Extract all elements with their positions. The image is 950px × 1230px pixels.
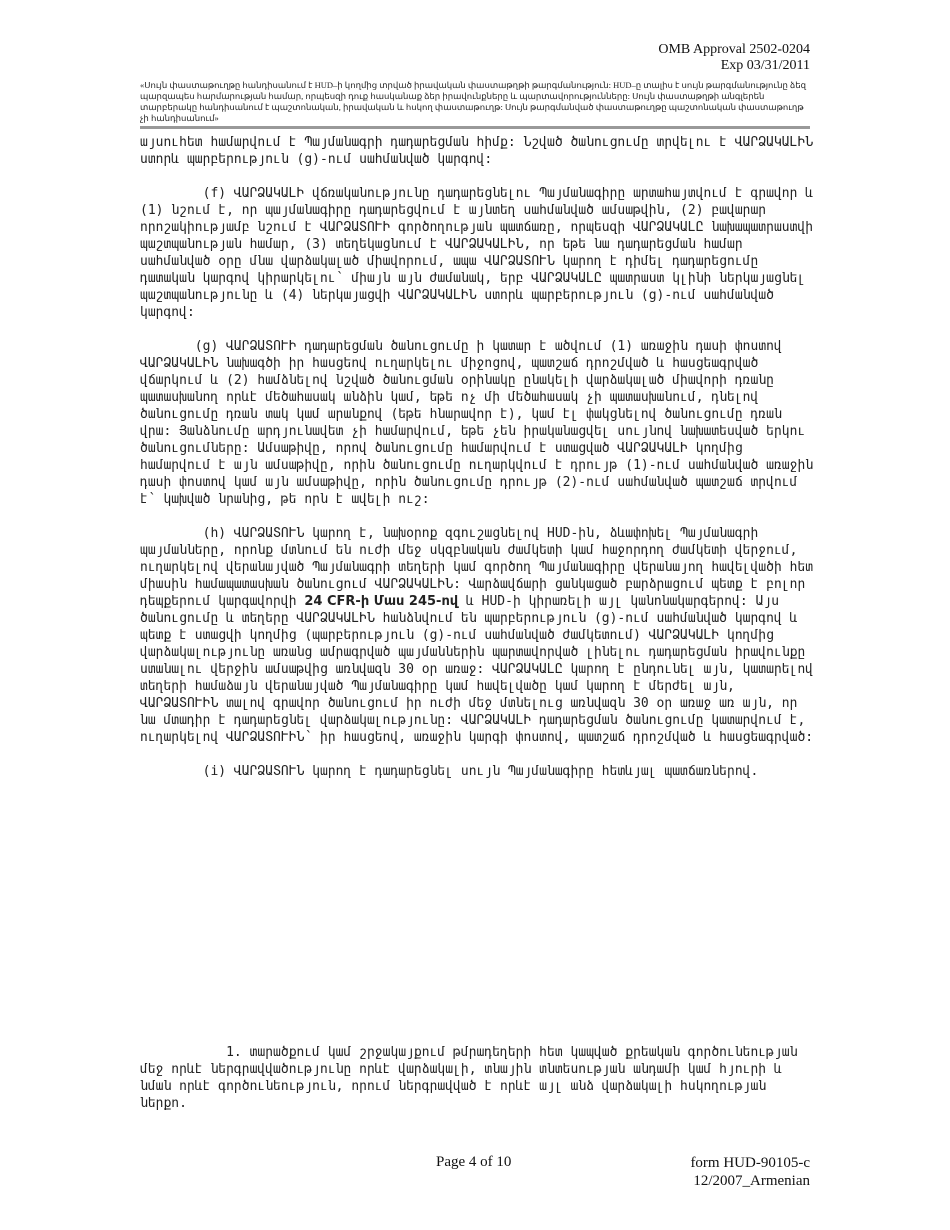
page-number: Page 4 of 10 — [436, 1154, 512, 1170]
paragraph-f: (f) ՎԱՐՁԱԿԱԼԻ վճռականությունը դադարեցնելու Պայմանագիրը արտահայտվում է գրավոր և (1) նշում է, որ պայմանագիրը դադարեցվում է այնտեղ սահմանված ամսաթվին, (2) բավարար որոշակիությամբ նշում է ՎԱՐՁԱՏՈՒԻ գործողության պատճառը, որպեսզի ՎԱՐՁԱԿԱԼԸ նախապատրաստվի պաշտպանության համար, (3) տեղեկացնում է ՎԱՐՁԱԿԱԼԻՆ, որ եթե նա դադարեցման համար սահմանված օրը մնա վարձակալած միավորում, ապա ՎԱՐՁԱՏՈՒՆ կարող է դիմել դադարեցումը դատական կարգով կիրարկելու՝ միայն այն ժամանակ, երբ ՎԱՐՁԱԿԱԼԸ պատրաստ կլինի ներկայացնել պաշտպանությունը և (4) ներկայացվի ՎԱՐՁԱԿԱԼԻՆ ստորև պարբերություն (g)-ում սահմանված կարգով: — [140, 186, 821, 320]
document-body — [140, 134, 820, 797]
form-identifier — [690, 1154, 810, 1190]
list-item-1: 1. տարածքում կամ շրջակայքում թմրադեղերի հետ կապված քրեական գործունեության մեջ որևէ ներգրավվածությունը որևէ վարձակալի, տնային տնտեսության անդամի կամ հյուրի և նման որևէ գործունեություն, որում ներգրավված է որևէ այլ անձ վարձակալի հսկողության ներքո. — [140, 1045, 806, 1111]
paragraph-g: (g) ՎԱՐՁԱՏՈՒԻ դադարեցման ծանուցումը ի կատար է ածվում (1) առաջին դասի փոստով ՎԱՐՁԱԿԱԼԻՆ նախագծի իր հասցեով ուղարկելու միջոցով, պատշաճ դրոշմված և հասցեագրված վճարկում և (2) համձնելով նշված ծանուցման օրինակը ընակելի վարձակալած միավորի դռանը պատասխանող որևէ մեծահասակ անձին կամ, եթե ոչ մի մեծահասակ չի պատասխանում, դնելով ծանուցումը դռան տակ կամ արանքով (եթե հնարավոր է), կամ էլ փակցնելով ծանուցումը դռան վրա: Յանձնումը արդյունավետ չի համարվում, եթե չեն իրականացվել սույնով նախատեսված երկու ծանուցումները: Ամսաթիվը, որով ծանուցումը համարվում է ստացված ՎԱՐՁԱԿԱԼԻ կողմից համարվում է այն ամսաթիվը, որին ծանուցումը ուղարկվում է դրույթ (1)-ում սահմանված առաջին դասի փոստով կամ այն ամսաթիվը, որին ծանուցումը դրույթ (2)-ում սահմանված պատշաճ տրվում է՝ կախված նրանից, թե որն է ավելի ուշ: — [140, 339, 821, 507]
translation-notice: «Սույն փաստաթուղթը հանդիսանում է HUD–ի կողմից տրված իրավական փաստաթղթի թարգմանություն: HUD–ը տալիս է սույն թարգմանությունը ձեզ պարզապես հարմարության համար, որպեսզի դուք հասկանաք ձեր իրավունքները և պարտավորությունները: Սույն փաստաթղթի անգլերեն տարբերակը հանդիսանում է պաշտոնական, իրավական և հսկող փաստաթուղթ: Սույն թարգմանված փաստաթուղթը պաշտոնական փաստաթուղթ չի հանդիսանում» — [140, 80, 806, 123]
paragraph-h-part2: և HUD-ի կիրառելի այլ կանոնակարգերով: Այս ծանուցումը և տեղերը ՎԱՐՁԱԿԱԼԻՆ հանձնվում են պարբերություն (g)-ում սահմանված կարգով և պետք է ստացվի կողմից (պարբերություն (g)-ում սահմանված ժամկետում) ՎԱՐՁԱԿԱԼԻ կողմից վարձակալությունը առանց ամրագրված պայմաններին պարտավորված լինելու դադարեցման իրավունքը ստանալու վերջին ամսաթվից առնվազն 30 օր առաջ: ՎԱՐՁԱԿԱԼԸ կարող է ընդունել այն, կատարելով տեղերի համաձայն վերանայված Պայմանագիրը կամ հավելվածը կամ կարող է մերժել այն, ՎԱՐՁԱՏՈՒԻՆ տալով գրավոր ծանուցում իր ուժի մեջ մտնելուց առնվազն 30 օր առաջ առ այն, որ նա մտադիր է դադարեցնել վարձակալությունը: ՎԱՐՁԱԿԱԼԻ դադարեցման ծանուցումը կատարվում է, ուղարկելով ՎԱՐՁԱՏՈՒԻՆ՝ իր հասցեով, առաջին կարգի փոստով, պատշաճ դրոշմված և հասցեագրված: — [140, 594, 821, 745]
paragraph-intro: այսուհետ համարվում է Պայմանագրի դադարեցման հիմք: Նշված ծանուցումը տրվելու է ՎԱՐՁԱԿԱԼԻՆ ստորև պարբերություն (g)-ում սահմանված կարգով: — [140, 135, 821, 167]
form-number: form HUD-90105-c — [690, 1155, 810, 1171]
header-divider — [140, 126, 810, 129]
form-version: 12/2007_Armenian — [693, 1173, 810, 1189]
paragraph-h — [140, 525, 820, 746]
omb-approval-number: OMB Approval 2502-0204 — [658, 42, 810, 57]
regulation-reference: 24 CFR-ի Մաս 245-ով — [304, 594, 459, 609]
paragraph-i: (i) ՎԱՐՁԱՏՈՒՆ կարող է դադարեցնել սույն Պայմանագիրը հետևյալ պատճառներով. — [140, 764, 759, 779]
omb-approval-block — [658, 42, 810, 74]
omb-expiration-date: Exp 03/31/2011 — [720, 58, 810, 73]
paragraph-h-part1: (h) ՎԱՐՁԱՏՈՒՆ կարող է, նախօրոք զգուշացնելով HUD-ին, ձևափոխել Պայմանագրի պայմանները, որոնք մտնում են ուժի մեջ սկզբնական ժամկետի կամ հաջորդող ժամկետի վերջում, ուղարկելով վերանայված Պայմանագրի տեղերի կամ գործող Պայմանագիրը վերանայող հավելվածի հետ միասին համապատասխան ծանուցում ՎԱՐՁԱԿԱԼԻՆ: Վարձավճարի ցանկացած բարձրացում պետք է բոլոր դեպքերում կարգավորվի — [140, 526, 821, 609]
